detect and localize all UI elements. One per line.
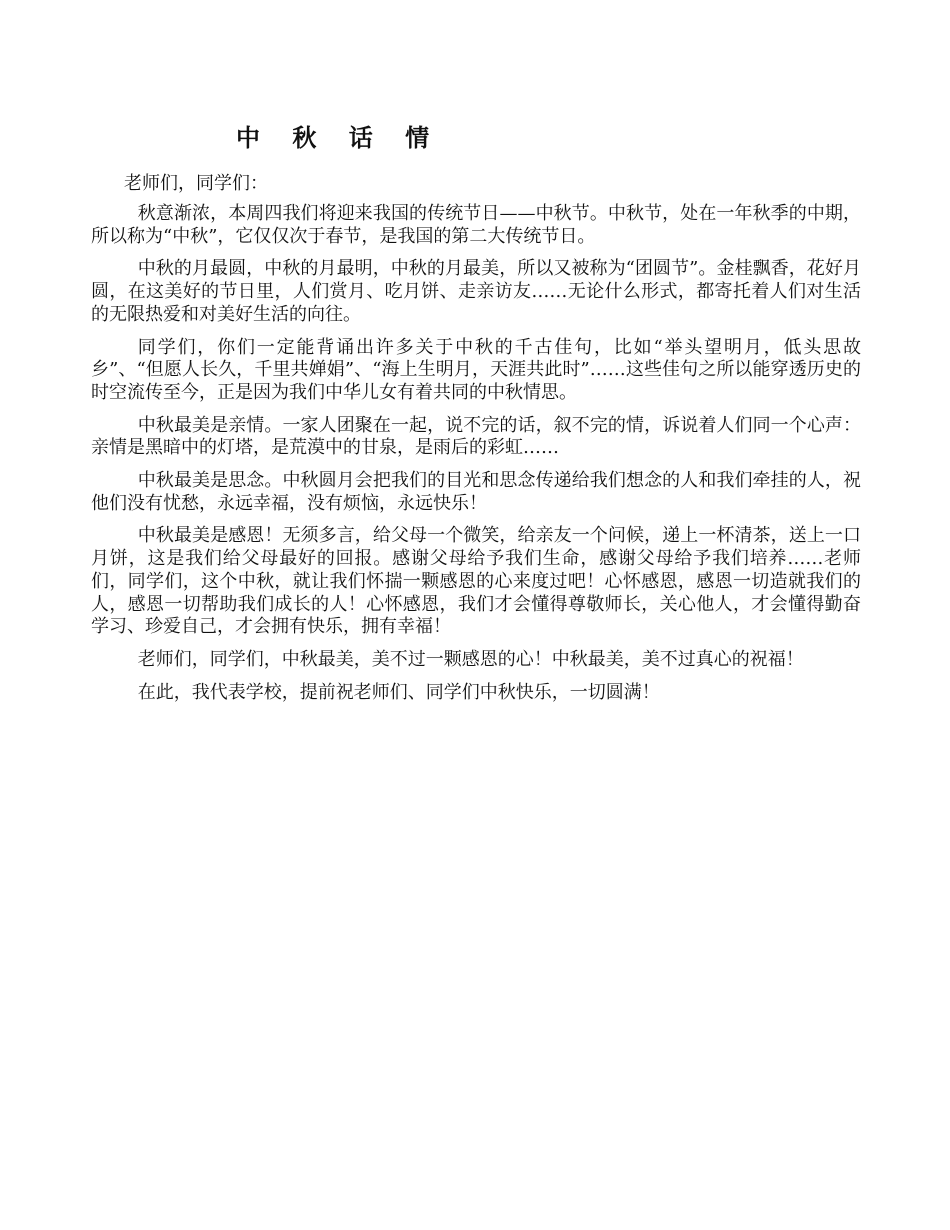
document-body [91,203,861,714]
salutation: 老师们，同学们： [124,173,268,194]
paragraph-6: 中秋最美是感恩！无须多言，给父母一个微笑，给亲友一个问候，递上一杯清茶，送上一口月饼，这是我们给父母最好的回报。感谢父母给予我们生命，感谢父母给予我们培养……老师们，同学们，这个中秋，就让我们怀揣一颗感恩的心来度过吧！心怀感恩，感恩一切造就我们的人，感恩一切帮助我们成长的人！心怀感恩，我们才会懂得尊敬师长，关心他人，才会懂得勤奋学习、珍爱自己，才会拥有快乐，拥有幸福！ [91,525,861,638]
paragraph-5: 中秋最美是思念。中秋圆月会把我们的目光和思念传递给我们想念的人和我们牵挂的人，祝他们没有忧愁，永远幸福，没有烦恼，永远快乐！ [91,470,861,514]
paragraph-8: 在此，我代表学校，提前祝老师们、同学们中秋快乐，一切圆满！ [137,681,660,703]
paragraph-7: 老师们，同学们，中秋最美，美不过一颗感恩的心！中秋最美，美不过真心的祝福！ [137,648,804,670]
paragraph-4: 中秋最美是亲情。一家人团聚在一起，说不完的话，叙不完的情，诉说着人们同一个心声：亲情是黑暗中的灯塔，是荒漠中的甘泉，是雨后的彩虹…… [91,414,861,459]
paragraph-3: 同学们，你们一定能背诵出许多关于中秋的千古佳句，比如“举头望明月，低头思故乡”、“但愿人长久，千里共婵娟”、“海上生明月，天涯共此时”……这些佳句之所以能穿透历史的时空流传至今，正是因为我们中华儿女有着共同的中秋情思。 [91,336,861,403]
paragraph-2: 中秋的月最圆，中秋的月最明，中秋的月最美，所以又被称为“团圆节”。金桂飘香，花好月圆，在这美好的节日里，人们赏月、吃月饼、走亲访友……无论什么形式，都寄托着人们对生活的无限热爱和对美好生活的向往。 [91,258,861,325]
paragraph-1: 秋意渐浓，本周四我们将迎来我国的传统节日——中秋节。中秋节，处在一年秋季的中期，所以称为“中秋”，它仅仅次于春节，是我国的第二大传统节日。 [91,203,861,247]
document-title: 中 秋 话 情 [236,124,442,152]
